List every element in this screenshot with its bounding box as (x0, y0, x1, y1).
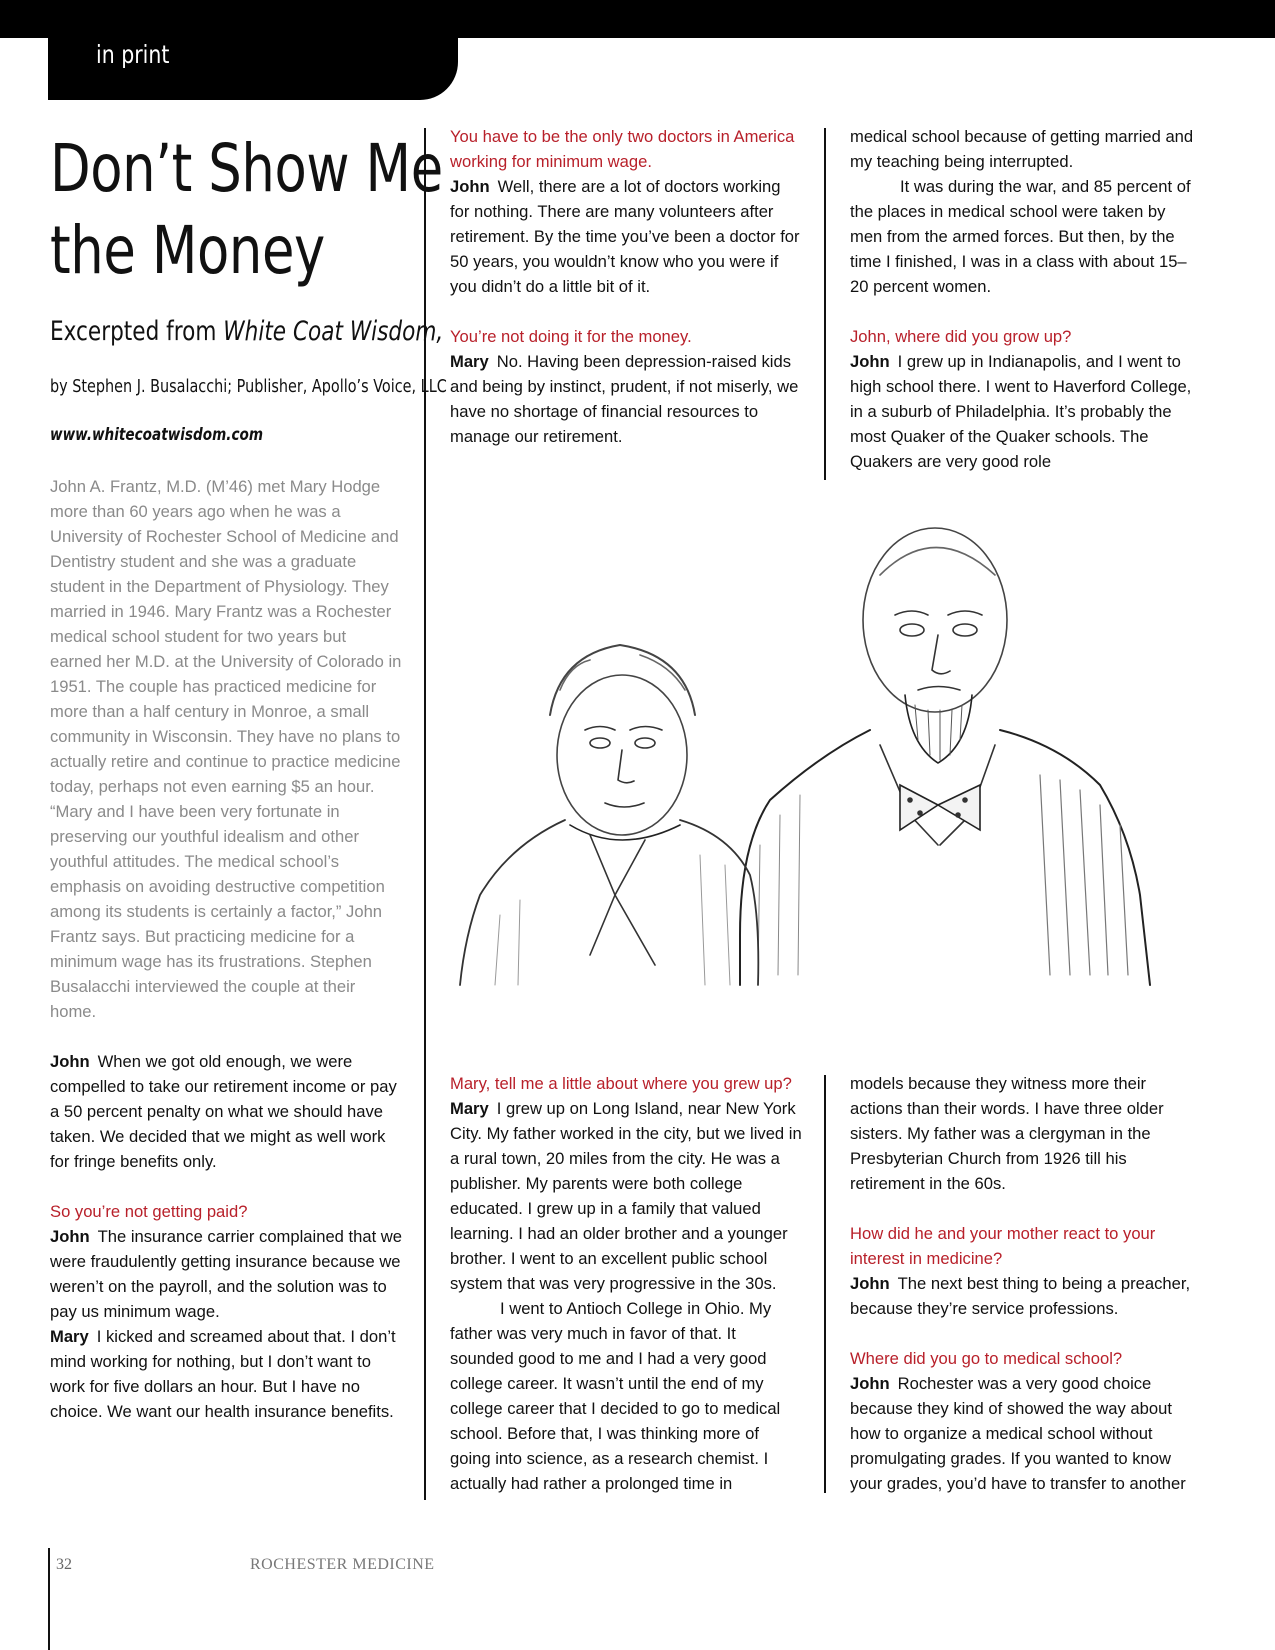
column-3-bottom (850, 1071, 1202, 1496)
question: So you’re not getting paid? (50, 1202, 248, 1221)
answer-paragraph: John The insurance carrier complained that we were fraudulently getting insurance because we weren’t on the payroll, and the solution was to pay us minimum wage. (50, 1227, 403, 1321)
column-rule-right-top (824, 128, 826, 480)
magazine-name: ROCHESTER MEDICINE (250, 1556, 435, 1573)
column-3-top (850, 124, 1202, 474)
paragraph: It was during the war, and 85 percent of the places in medical school were taken by men from the armed forces. But then, by the time I finished, I was in a class with about 15–20 percent women. (850, 177, 1191, 296)
page-number: 32 (56, 1556, 72, 1573)
column-1 (50, 474, 402, 1424)
question: John, where did you grow up? (850, 327, 1072, 346)
section-label: in print (96, 40, 170, 69)
answer-paragraph: Mary I grew up on Long Island, near New York City. My father worked in the city, but we lived in a rural town, 20 miles from the city. He was a publisher. My parents were both college educated. I grew up in a family that valued learning. I had an older brother and a younger brother. I went to an excellent public school system that was very progressive in the 30s. (450, 1099, 802, 1293)
article-title: Don’t Show Me the Money (50, 130, 443, 289)
question: Mary, tell me a little about where you grew up? (450, 1074, 792, 1093)
answer-paragraph: John Well, there are a lot of doctors working for nothing. There are many volunteers after retirement. By the time you’ve been a doctor for 50 years, you wouldn’t know who you were if you didn’t do a little bit of it. (450, 177, 800, 296)
section-tab (48, 30, 458, 100)
paragraph: medical school because of getting married and my teaching being interrupted. (850, 127, 1194, 171)
answer-paragraph: John Rochester was a very good choice because they kind of showed the way about how to organize a medical school without promulgating grades. If you wanted to know your grades, you’d have to transfer to another (850, 1374, 1186, 1493)
question: You’re not doing it for the money. (450, 327, 692, 346)
answer-paragraph: John The next best thing to being a preacher, because they’re service professions. (850, 1274, 1191, 1318)
answer-paragraph: Mary I kicked and screamed about that. I don’t mind working for nothing, but I don’t want to work for five dollars an hour. But I have no choice. We want our health insurance benefits. (50, 1327, 396, 1421)
question: Where did you go to medical school? (850, 1349, 1123, 1368)
excerpt-line: Excerpted from White Coat Wisdom, (50, 316, 444, 347)
byline: by Stephen J. Busalacchi; Publisher, Apollo’s Voice, LLC (50, 376, 447, 397)
paragraph: models because they witness more their actions than their words. I have three older sisters. My father was a clergyman in the Presbyterian Church from 1926 till his retirement in the 60s. (850, 1074, 1164, 1193)
couple-sketch-illustration (440, 515, 1210, 1035)
paragraph: I went to Antioch College in Ohio. My father was very much in favor of that. It sounded good to me and I had a very good college career. It wasn’t until the end of my college career that I decided to go to medical school. Before that, I was thinking more of going into science, as a research chemist. I actually had rather a prolonged time in (450, 1299, 781, 1493)
column-rule-right-bottom (824, 1075, 826, 1493)
question: You have to be the only two doctors in America working for minimum wage. (450, 127, 795, 171)
footer-rule (48, 1548, 50, 1650)
answer-paragraph: John I grew up in Indianapolis, and I went to high school there. I went to Haverford College, in a suburb of Philadelphia. It’s probably the most Quaker of the Quaker schools. The Quakers are very good role (850, 352, 1192, 471)
answer-paragraph: John When we got old enough, we were compelled to take our retirement income or pay a 50 percent penalty on what we should have taken. We decided that we might as well work for fringe benefits only. (50, 1052, 397, 1171)
website-link[interactable]: www.whitecoatwisdom.com (50, 425, 264, 445)
column-2-top (450, 124, 802, 449)
column-2-bottom (450, 1071, 802, 1496)
question: How did he and your mother react to your interest in medicine? (850, 1224, 1156, 1268)
intro-paragraph: John A. Frantz, M.D. (M’46) met Mary Hodge more than 60 years ago when he was a University of Rochester School of Medicine and Dentistry student and she was a graduate student in the Department of Physiology. They married in 1946. Mary Frantz was a Rochester medical school student for two years but earned her M.D. at the University of Colorado in 1951. The couple has practiced medicine for more than a half century in Monroe, a small community in Wisconsin. They have no plans to actually retire and continue to practice medicine today, perhaps not even earning $5 an hour. “Mary and I have been very fortunate in preserving our youthful idealism and other youthful attitudes. The medical school’s emphasis on avoiding destructive competition among its students is certainly a factor,” John Frantz says. But practicing medicine for a minimum wage has its frustrations. Stephen Busalacchi interviewed the couple at their home. (50, 477, 402, 1021)
answer-paragraph: Mary No. Having been depression-raised kids and being by instinct, prudent, if not miserly, we have no shortage of financial resources to manage our retirement. (450, 352, 799, 446)
